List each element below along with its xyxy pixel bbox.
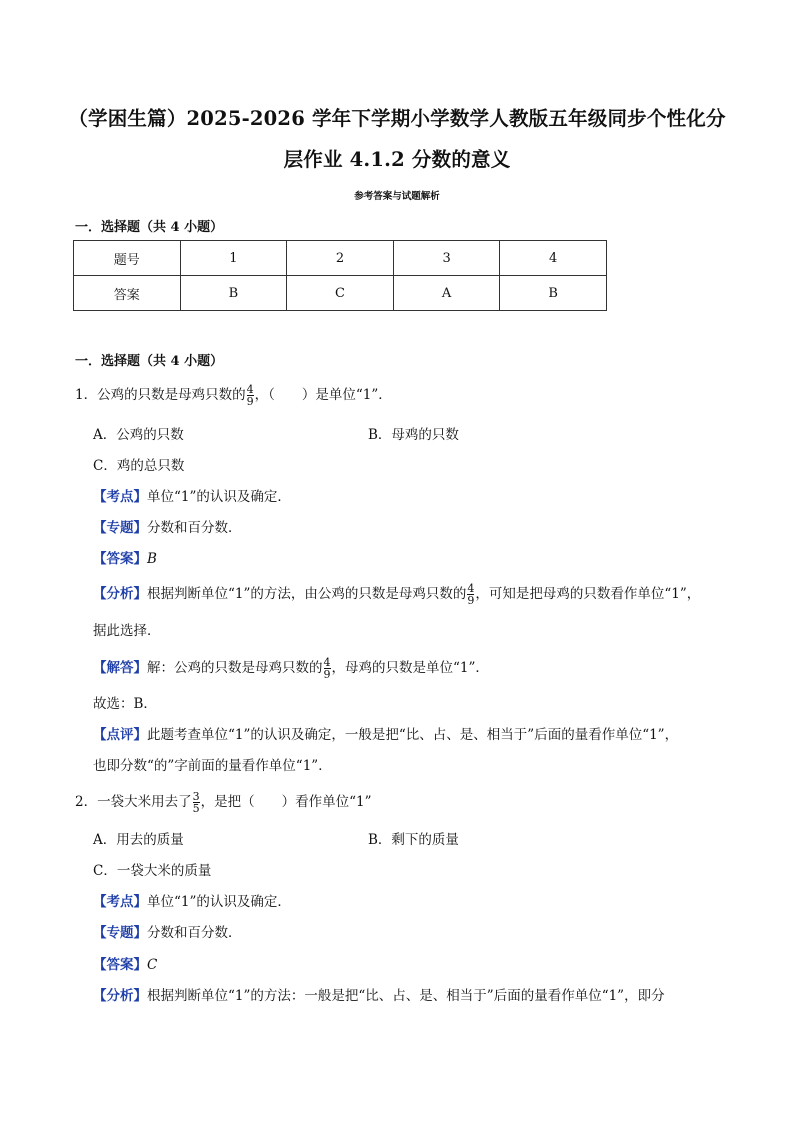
table-cell: 2 [287,241,394,276]
table-cell: 1 [180,241,287,276]
question-1-analysis: 【分析】根据判断单位“1”的方法，由公鸡的只数是母鸡只数的 $\frac{4}{9}$ ，可知是把母鸡的只数看作单位“1”， [93,582,701,607]
table-header-cell: 题号 [74,241,181,276]
page-subtitle: 参考答案与试题解析 [354,191,440,202]
question-2-analysis: 【分析】根据判断单位“1”的方法：一般是把“比、占、是、相当于”后面的量看作单位“1”，即分 [93,988,665,1004]
table-row [74,276,607,311]
answer-table [73,240,607,311]
question-1-option-b: B．母鸡的只数 [368,427,459,443]
fraction: $\frac{4}{9}$ [467,582,475,607]
table-header-cell: 答案 [74,276,181,311]
question-1-comment: 【点评】此题考查单位“1”的认识及确定，一般是把“比、占、是、相当于”后面的量看作单位“1”， [93,727,679,743]
question-2-zhuanti: 【专题】分数和百分数． [93,925,242,941]
question-1-stem: 1．公鸡的只数是母鸡只数的 $\frac{4}{9}$ ，（ ）是单位“1”． [75,383,392,408]
question-1-answer: 【答案】B [93,551,157,567]
table-cell: B [500,276,607,311]
question-1-solution: 【解答】解：公鸡的只数是母鸡只数的 $\frac{4}{9}$ ，母鸡的只数是单位“1”． [93,656,489,681]
question-2-option-b: B．剩下的质量 [368,832,459,848]
page-title-line1: （学困生篇）2025-2026 学年下学期小学数学人教版五年级同步个性化分 [68,107,726,130]
fraction: $\frac{4}{9}$ [323,656,331,681]
fraction: $\frac{3}{5}$ [192,790,200,815]
question-2-option-a: A．用去的质量 [93,832,184,848]
question-2-kaodian: 【考点】单位“1”的认识及确定． [93,894,291,910]
question-1-comment-line2: 也即分数“的”字前面的量看作单位“1”． [93,758,332,774]
table-cell: C [287,276,394,311]
question-1-choice: 故选：B． [93,696,157,712]
page-title-line2: 层作业 4.1.2 分数的意义 [283,148,511,171]
table-cell: 3 [393,241,500,276]
table-cell: 4 [500,241,607,276]
answer-section-heading: 一．选择题（共 4 小题） [75,220,224,235]
table-cell: A [393,276,500,311]
fraction: $\frac{4}{9}$ [246,383,254,408]
question-2-option-c: C．一袋大米的质量 [93,863,212,879]
question-2-answer: 【答案】C [93,957,158,973]
table-cell: B [180,276,287,311]
detail-section-heading: 一．选择题（共 4 小题） [75,354,224,369]
table-row [74,241,607,276]
question-1-analysis-line2: 据此选择． [93,623,161,639]
question-1-kaodian: 【考点】单位“1”的认识及确定． [93,489,291,505]
question-1-option-c: C．鸡的总只数 [93,458,185,474]
question-2-stem: 2．一袋大米用去了 $\frac{3}{5}$ ，是把（ ）看作单位“1” [75,790,372,815]
question-1-zhuanti: 【专题】分数和百分数． [93,520,242,536]
question-1-option-a: A．公鸡的只数 [93,427,184,443]
